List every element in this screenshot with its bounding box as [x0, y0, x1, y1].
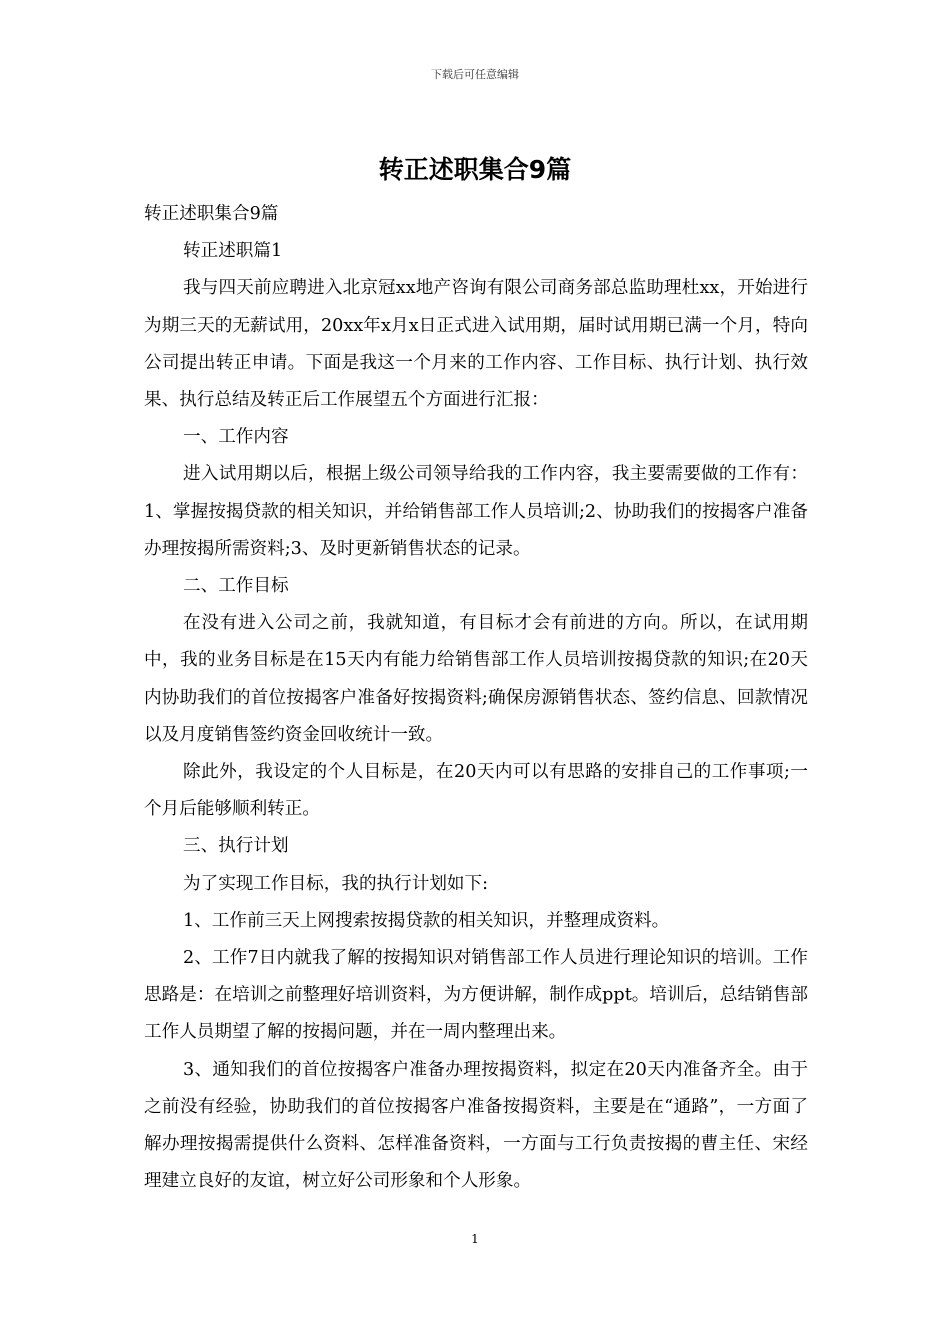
paragraph: 二、工作目标: [183, 576, 289, 597]
paragraph: 2、工作7日内就我了解的按揭知识对销售部工作人员进行理论知识的培训。工作思路是：在培训之前整理好培训资料，为方便讲解，制作成ppt。培训后，总结销售部工作人员期望了解的按揭问题，并在一周内整理出来。: [144, 948, 808, 1043]
header-note: 下载后可任意编辑: [431, 68, 519, 81]
paragraph: 在没有进入公司之前，我就知道，有目标才会有前进的方向。所以，在试用期中，我的业务目标是在15天内有能力给销售部工作人员培训按揭贷款的知识;在20天内协助我们的首位按揭客户准备好按揭资料;确保房源销售状态、签约信息、回款情况以及月度销售签约资金回收统计一致。: [144, 613, 808, 745]
paragraph: 三、执行计划: [183, 836, 289, 857]
document-title: 转正述职集合9篇: [378, 155, 572, 184]
paragraph: 为了实现工作目标，我的执行计划如下:: [183, 873, 489, 894]
paragraph: 1、工作前三天上网搜索按揭贷款的相关知识，并整理成资料。: [183, 910, 670, 931]
paragraph: 转正述职集合9篇: [144, 204, 279, 224]
document-body: [144, 196, 808, 1200]
paragraph: 3、通知我们的首位按揭客户准备办理按揭资料，拟定在20天内准备齐全。由于之前没有经验，协助我们的首位按揭客户准备按揭资料，主要是在“通路”，一方面了解办理按揭需提供什么资料、怎样准备资料，一方面与工行负责按揭的曹主任、宋经理建立良好的友谊，树立好公司形象和个人形象。: [144, 1059, 808, 1192]
page-number: 1: [471, 1232, 479, 1246]
paragraph: 进入试用期以后，根据上级公司领导给我的工作内容，我主要需要做的工作有：1、掌握按揭贷款的相关知识，并给销售部工作人员培训;2、协助我们的按揭客户准备办理按揭所需资料;3、及时更新销售状态的记录。: [144, 464, 808, 559]
paragraph: 除此外，我设定的个人目标是，在20天内可以有思路的安排自己的工作事项;一个月后能够顺利转正。: [144, 762, 808, 820]
paragraph: 我与四天前应聘进入北京冠xx地产咨询有限公司商务部总监助理杜xx，开始进行为期三天的无薪试用，20xx年x月x日正式进入试用期，届时试用期已满一个月，特向公司提出转正申请。下面是我这一个月来的工作内容、工作目标、执行计划、执行效果、执行总结及转正后工作展望五个方面进行汇报：: [144, 278, 808, 411]
paragraph: 转正述职篇1: [183, 241, 283, 262]
paragraph: 一、工作内容: [183, 427, 289, 448]
